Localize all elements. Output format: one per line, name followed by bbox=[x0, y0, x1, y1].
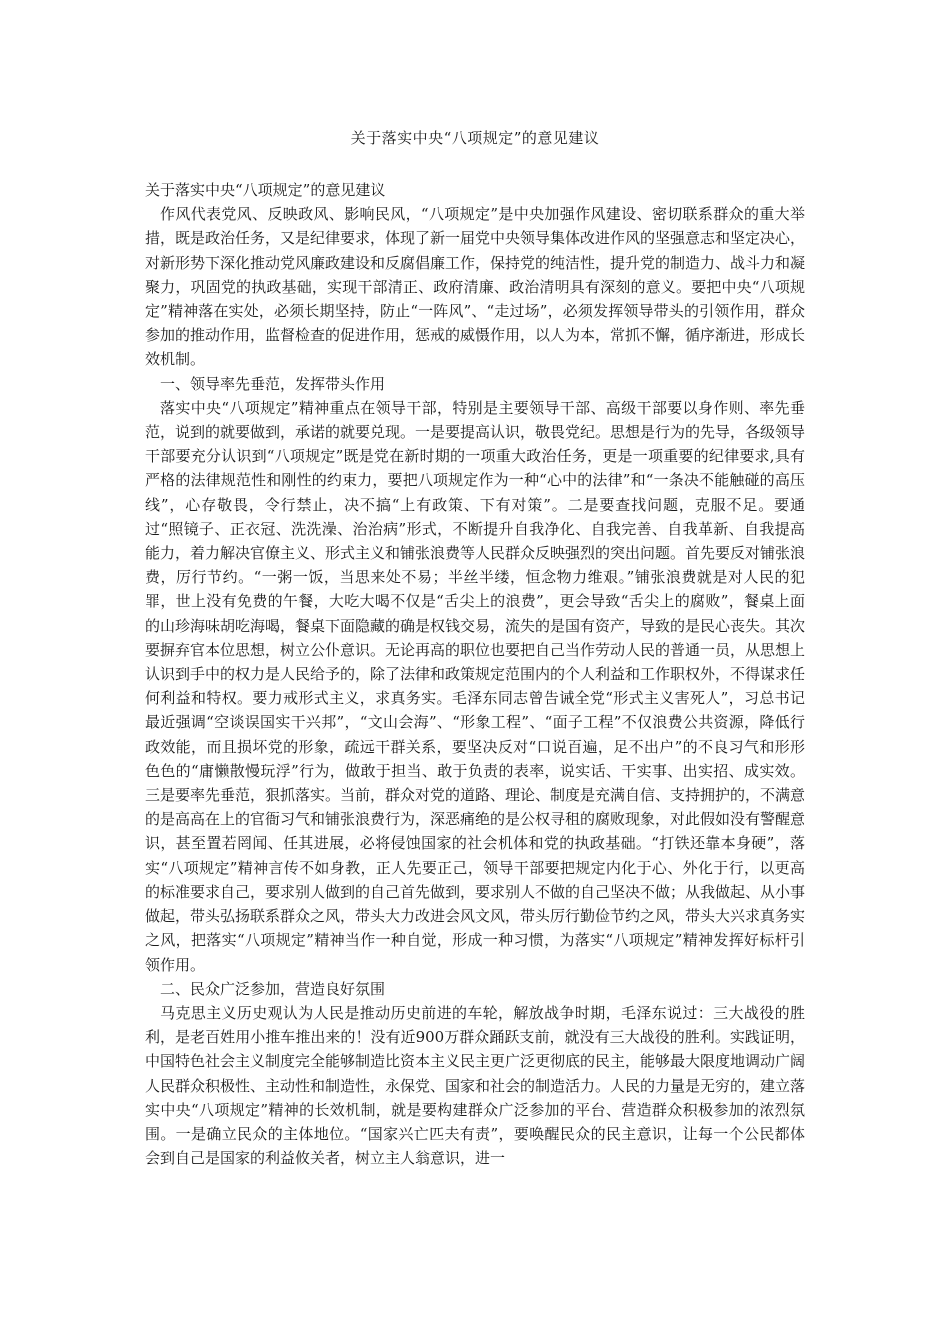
section-2-paragraph: 马克思主义历史观认为人民是推动历史前进的车轮，解放战争时期，毛泽东说过：三大战役的胜利，是老百姓用小推车推出来的！没有近900万群众踊跃支前，就没有三大战役的胜利。实践证明，中国特色社会主义制度完全能够制造比资本主义民主更广泛更彻底的民主，能够最大限度地调动广阔人民群众积极性、主动性和制造性，永保党、国家和社会的制造活力。人民的力量是无穷的，建立落实中央“八项规定”精神的长效机制，就是要构建群众广泛参加的平台、营造群众积极参加的浓烈氛围。一是确立民众的主体地位。“国家兴亡匹夫有责”，要唤醒民众的民主意识，让每一个公民都体会到自己是国家的利益攸关者，树立主人翁意识，进一 bbox=[145, 1003, 806, 1168]
section-1-paragraph: 落实中央“八项规定”精神重点在领导干部，特别是主要领导干部、高级干部要以身作则、率先垂范，说到的就要做到，承诺的就要兑现。一是要提高认识，敬畏党纪。思想是行为的先导，各级领导干部要充分认识到“八项规定”既是党在新时期的一项重大政治任务，更是一项重要的纪律要求,具有严格的法律规范性和刚性的约束力，要把八项规定作为一种“心中的法律”和“一条决不能触碰的高压线”，心存敬畏，令行禁止，决不搞“上有政策、下有对策”。二是要查找问题，克服不足。要通过“照镜子、正衣冠、洗洗澡、治治病”形式，不断提升自我净化、自我完善、自我革新、自我提高能力，着力解决官僚主义、形式主义和铺张浪费等人民群众反映强烈的突出问题。首先要反对铺张浪费，厉行节约。“一粥一饭，当思来处不易；半丝半缕，恒念物力维艰。”铺张浪费就是对人民的犯罪，世上没有免费的午餐，大吃大喝不仅是“舌尖上的浪费”，更会导致“舌尖上的腐败”，餐桌上面的山珍海味胡吃海喝，餐桌下面隐藏的确是权钱交易，流失的是国有资产，导致的是民心丧失。其次要摒弃官本位思想，树立公仆意识。无论再高的职位也要把自己当作劳动人民的普通一员，从思想上认识到手中的权力是人民给予的，除了法律和政策规定范围内的个人利益和工作职权外，不得谋求任何利益和特权。要力戒形式主义，求真务实。毛泽东同志曾告诫全党“形式主义害死人”，习总书记最近强调“空谈误国实干兴邦”，“文山会海”、“形象工程”、“面子工程”不仅浪费公共资源，降低行政效能，而且损坏党的形象，疏远干群关系，要坚决反对“口说百遍，足不出户”的不良习气和形形色色的“庸懒散慢玩浮”行为，做敢于担当、敢于负责的表率，说实话、干实事、出实招、成实效。三是要率先垂范，狠抓落实。当前，群众对党的道路、理论、制度是充满自信、支持拥护的，不满意的是高高在上的官衙习气和铺张浪费行为，深恶痛绝的是公权寻租的腐败现象，对此假如没有警醒意识，甚至置若罔闻、任其进展，必将侵蚀国家的社会机体和党的执政基础。“打铁还靠本身硬”，落实“八项规定”精神言传不如身教，正人先要正己，领导干部要把规定内化于心、外化于行，以更高的标准要求自己，要求别人做到的自己首先做到，要求别人不做的自己坚决不做；从我做起、从小事做起，带头弘扬联系群众之风，带头大力改进会风文风，带头厉行勤俭节约之风，带头大兴求真务实之风，把落实“八项规定”精神当作一种自觉，形成一种习惯，为落实“八项规定”精神发挥好标杆引领作用。 bbox=[145, 398, 806, 974]
document-body bbox=[145, 178, 805, 1170]
section-1-heading: 一、领导率先垂范，发挥带头作用 bbox=[160, 374, 386, 393]
document-title: 关于落实中央“八项规定”的意见建议 bbox=[350, 129, 600, 147]
section-2-heading: 二、民众广泛参加，营造良好氛围 bbox=[160, 979, 386, 998]
document-subtitle: 关于落实中央“八项规定”的意见建议 bbox=[145, 181, 386, 199]
intro-paragraph: 作风代表党风、反映政风、影响民风，“八项规定”是中央加强作风建设、密切联系群众的重大举措，既是政治任务，又是纪律要求，体现了新一届党中央领导集体改进作风的坚强意志和坚定决心，对新形势下深化推动党风廉政建设和反腐倡廉工作，保持党的纯洁性，提升党的制造力、战斗力和凝聚力，巩固党的执政基础，实现干部清正、政府清廉、政治清明具有深刻的意义。要把中央“八项规定”精神落在实处，必须长期坚持，防止“一阵风”、“走过场”，必须发挥领导带头的引领作用，群众参加的推动作用，监督检查的促进作用，惩戒的威慑作用，以人为本，常抓不懈，循序渐进，形成长效机制。 bbox=[145, 205, 806, 369]
